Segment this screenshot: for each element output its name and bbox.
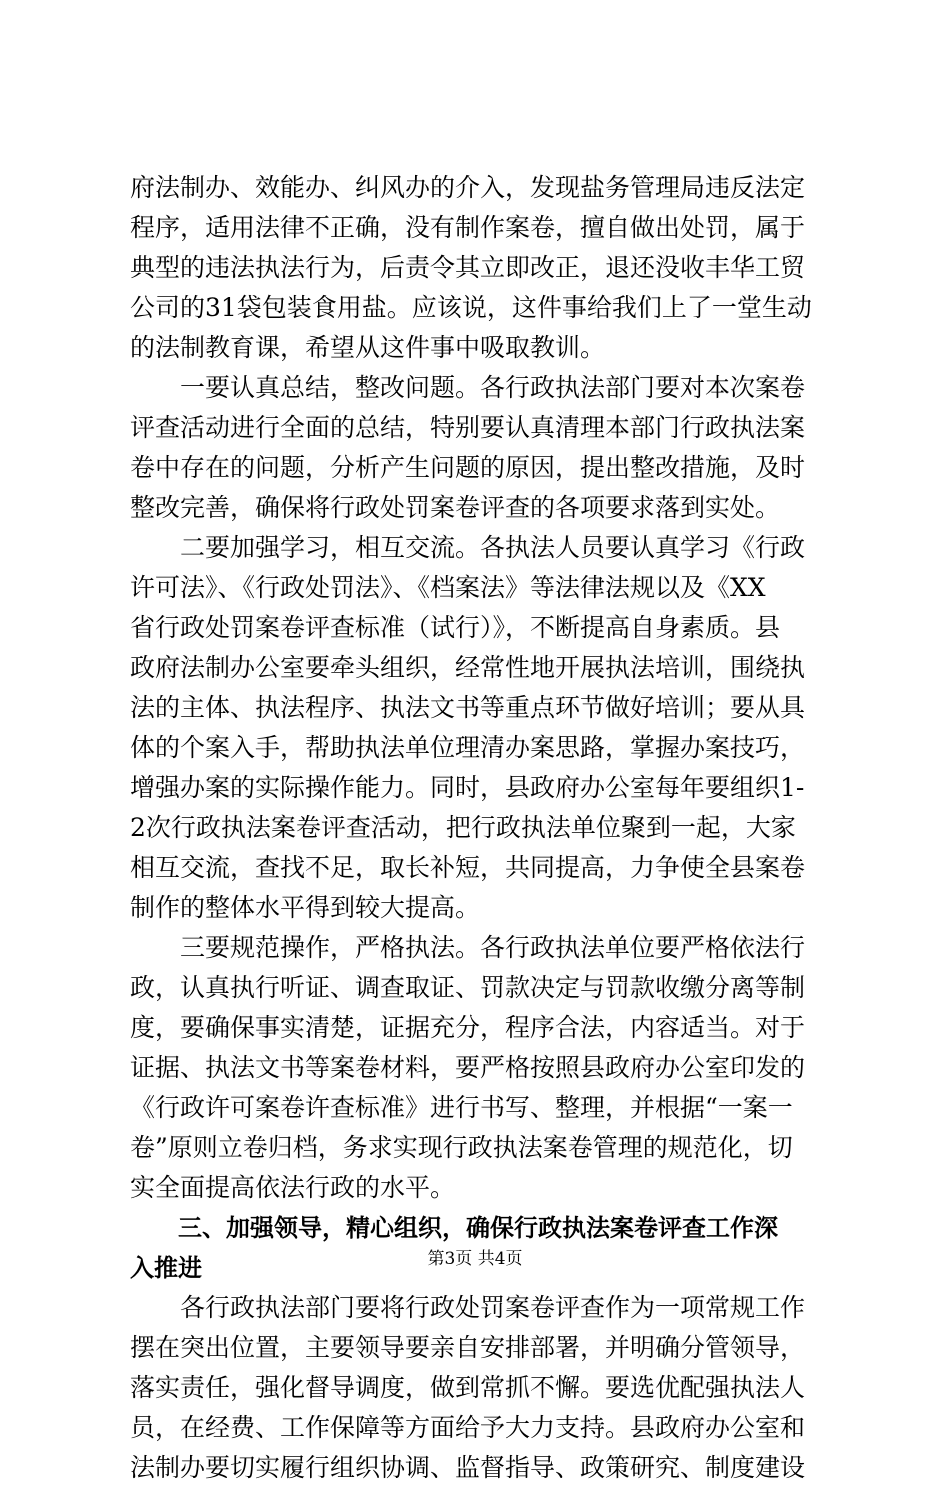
text-line: 法制办要切实履行组织协调、监督指导、政策研究、制度建设 [130,1453,806,1482]
section-heading-line: 入推进 [130,1254,202,1282]
text-line: 制作的整体水平得到较大提高。 [130,893,481,922]
text-line: 典型的违法执法行为，后责令其立即改正，退还没收丰华工贸 [130,253,806,282]
text-line: 2次行政执法案卷评查活动，把行政执法单位聚到一起，大家 [130,813,796,842]
text-line: 各行政执法部门要将行政处罚案卷评查作为一项常规工作 [130,1293,806,1322]
text-line: 《行政许可案卷许查标准》进行书写、整理，并根据“一案一 [130,1093,793,1122]
text-line: 的法制教育课，希望从这件事中吸取教训。 [130,333,606,362]
text-line: 评查活动进行全面的总结，特别要认真清理本部门行政执法案 [130,413,806,442]
document-body [130,168,830,1488]
text-line: 法的主体、执法程序、执法文书等重点环节做好培训；要从具 [130,693,806,722]
text-line: 一要认真总结，整改问题。各行政执法部门要对本次案卷 [130,373,806,402]
text-line: 许可法》、《行政处罚法》、《档案法》等法律法规以及《XX [130,573,766,602]
page-number-footer: 第3页 共4页 [427,1249,523,1269]
text-line: 实全面提高依法行政的水平。 [130,1173,456,1202]
text-line: 摆在突出位置，主要领导要亲自安排部署，并明确分管领导， [130,1333,806,1362]
text-line: 落实责任，强化督导调度，做到常抓不懈。要选优配强执法人 [130,1373,806,1402]
text-line: 增强办案的实际操作能力。同时，县政府办公室每年要组织1- [130,773,805,802]
section-heading-line: 三、加强领导，精心组织，确保行政执法案卷评查工作深 [130,1214,778,1242]
text-line: 整改完善，确保将行政处罚案卷评查的各项要求落到实处。 [130,493,781,522]
text-line: 员，在经费、工作保障等方面给予大力支持。县政府办公室和 [130,1413,806,1442]
text-line: 程序，适用法律不正确，没有制作案卷，擅自做出处罚，属于 [130,213,806,242]
text-line: 府法制办、效能办、纠风办的介入，发现盐务管理局违反法定 [130,173,806,202]
text-line: 公司的31袋包装食用盐。应该说，这件事给我们上了一堂生动 [130,293,812,322]
text-line: 政府法制办公室要牵头组织，经常性地开展执法培训，围绕执 [130,653,806,682]
text-line: 体的个案入手，帮助执法单位理清办案思路，掌握办案技巧， [130,733,806,762]
text-line: 卷”原则立卷归档，务求实现行政执法案卷管理的规范化，切 [130,1133,793,1162]
text-line: 度，要确保事实清楚，证据充分，程序合法，内容适当。对于 [130,1013,806,1042]
text-line: 卷中存在的问题，分析产生问题的原因，提出整改措施，及时 [130,453,806,482]
text-line: 相互交流，查找不足，取长补短，共同提高，力争使全县案卷 [130,853,806,882]
text-line: 省行政处罚案卷评查标准（试行）》，不断提高自身素质。县 [130,613,781,642]
text-line: 二要加强学习，相互交流。各执法人员要认真学习《行政 [130,533,806,562]
text-line: 证据、执法文书等案卷材料，要严格按照县政府办公室印发的 [130,1053,806,1082]
text-line: 三要规范操作，严格执法。各行政执法单位要严格依法行 [130,933,806,962]
text-line: 政，认真执行听证、调查取证、罚款决定与罚款收缴分离等制 [130,973,806,1002]
